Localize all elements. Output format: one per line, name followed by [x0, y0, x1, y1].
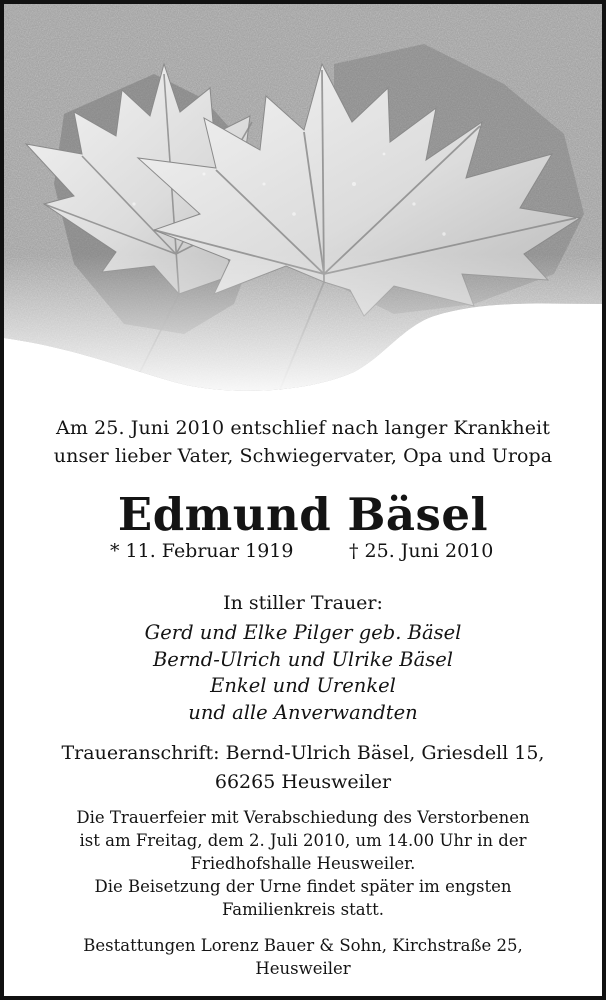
mourners-list — [4, 620, 602, 726]
mourning-address — [4, 739, 602, 797]
intro-text — [4, 414, 602, 470]
mourner-line: Enkel und Urenkel — [210, 674, 396, 697]
funeral-home — [4, 934, 602, 980]
ceremony-line: ist am Freitag, dem 2. Juli 2010, um 14.00 Uhr in der — [79, 831, 527, 850]
death-date: † 25. Juni 2010 — [349, 540, 494, 562]
life-dates — [4, 540, 602, 566]
ceremony-details — [4, 806, 602, 921]
mourner-line: und alle Anverwandten — [188, 700, 418, 724]
maple-leaves-image — [4, 4, 602, 404]
ceremony-line: Die Beisetzung der Urne findet später im engsten — [94, 877, 512, 896]
deceased-name: Edmund Bäsel — [117, 488, 489, 541]
mourner-line: Bernd-Ulrich und Ulrike Bäsel — [152, 647, 454, 671]
birth-date: * 11. Februar 1919 — [110, 540, 294, 562]
intro-line: Am 25. Juni 2010 entschlief nach langer Krankheit — [56, 417, 550, 439]
ceremony-line: Friedhofshalle Heusweiler. — [190, 854, 416, 873]
funeral-home-line: Heusweiler — [255, 959, 351, 978]
ceremony-line: Die Trauerfeier mit Verabschiedung des Verstorbenen — [76, 808, 530, 827]
mourner-line: Gerd und Elke Pilger geb. Bäsel — [144, 621, 462, 644]
address-line: Traueranschrift: Bernd-Ulrich Bäsel, Griesdell 15, — [61, 742, 545, 764]
funeral-home-line: Bestattungen Lorenz Bauer & Sohn, Kirchstraße 25, — [83, 936, 523, 955]
mourning-heading: In stiller Trauer: — [223, 592, 383, 614]
address-line: 66265 Heusweiler — [214, 771, 392, 793]
intro-line: unser lieber Vater, Schwiegervater, Opa und Uropa — [53, 445, 553, 467]
ceremony-line: Familienkreis statt. — [221, 900, 385, 919]
